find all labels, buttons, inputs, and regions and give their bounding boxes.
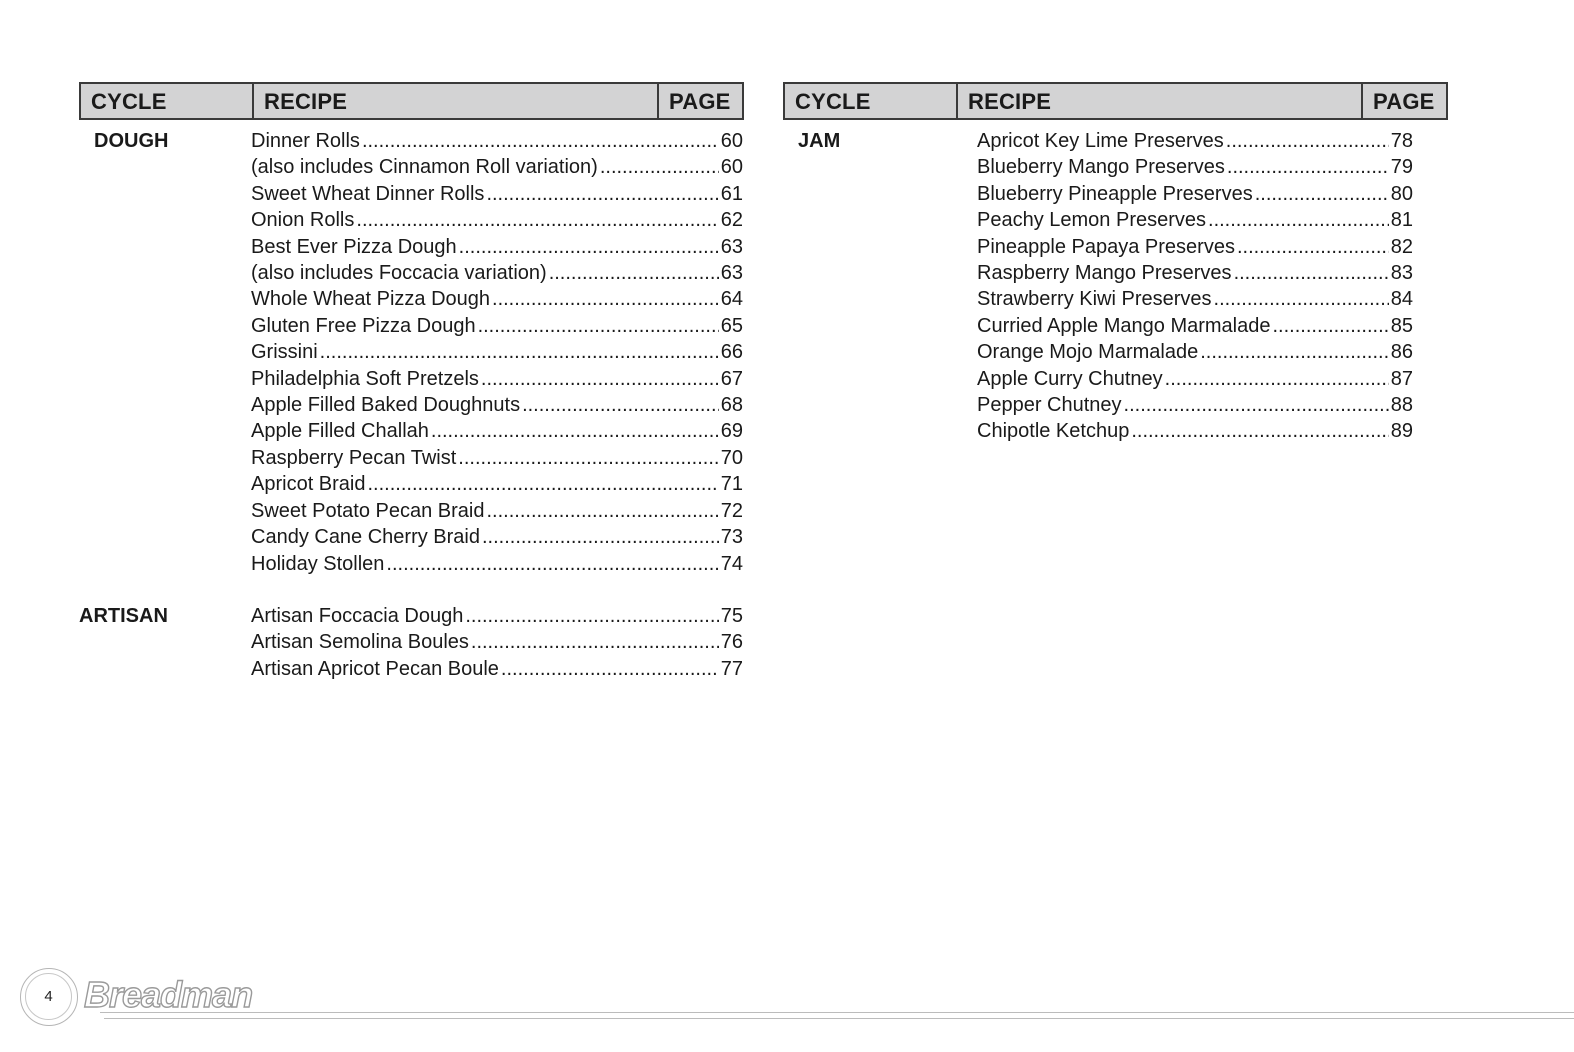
toc-entry	[251, 366, 743, 392]
header-recipe: RECIPE	[254, 84, 659, 118]
dot-leader	[1226, 128, 1389, 154]
recipe-title: Best Ever Pizza Dough	[251, 235, 457, 258]
dot-leader	[1131, 418, 1388, 444]
toc-entry	[977, 286, 1413, 312]
page-footer	[0, 960, 1574, 1052]
footer-rule	[100, 1012, 1574, 1013]
toc-entry	[251, 392, 743, 418]
entries-artisan	[251, 603, 743, 682]
recipe-title: Holiday Stollen	[251, 552, 385, 575]
page-ref: 80	[1390, 182, 1413, 205]
dot-leader	[478, 313, 719, 339]
header-cycle: CYCLE	[81, 84, 254, 118]
page-ref: 83	[1390, 262, 1413, 285]
recipe-title: Dinner Rolls	[251, 130, 360, 152]
recipe-title: Chipotle Ketchup	[977, 420, 1130, 443]
toc-entry	[251, 234, 743, 260]
recipe-table-left	[79, 82, 744, 682]
toc-entry	[251, 498, 743, 524]
page-ref: 78	[1390, 130, 1413, 152]
footer-rule	[104, 1018, 1574, 1019]
recipe-title: Strawberry Kiwi Preserves	[977, 288, 1212, 311]
recipe-title: Sweet Wheat Dinner Rolls	[251, 182, 485, 205]
page-ref: 60	[720, 130, 743, 152]
dot-leader	[1214, 286, 1389, 312]
recipe-title: Raspberry Mango Preserves	[977, 262, 1232, 285]
page-ref: 71	[720, 473, 743, 496]
cycle-label-artisan: ARTISAN	[79, 604, 168, 627]
page-ref: 68	[720, 394, 743, 417]
dot-leader	[482, 524, 719, 550]
dot-leader	[362, 128, 719, 154]
recipe-title: Pepper Chutney	[977, 394, 1122, 417]
dot-leader	[486, 498, 718, 524]
header-cycle: CYCLE	[785, 84, 958, 118]
dot-leader	[1200, 339, 1389, 365]
recipe-title: Artisan Apricot Pecan Boule	[251, 657, 499, 680]
recipe-title: Artisan Foccacia Dough	[251, 604, 464, 627]
page-ref: 85	[1390, 314, 1413, 337]
dot-leader	[471, 629, 719, 655]
toc-entry	[251, 207, 743, 233]
dot-leader	[368, 471, 719, 497]
page-ref: 66	[720, 341, 743, 364]
recipe-title: Curried Apple Mango Marmalade	[977, 314, 1271, 337]
recipe-title: Candy Cane Cherry Braid	[251, 526, 480, 549]
page-ref: 82	[1390, 235, 1413, 258]
page-ref: 87	[1390, 367, 1413, 390]
toc-entry	[977, 366, 1413, 392]
page-number: 4	[25, 973, 72, 1020]
toc-entry	[977, 339, 1413, 365]
toc-entry	[977, 260, 1413, 286]
table-header	[783, 82, 1448, 120]
toc-entry	[251, 603, 743, 629]
recipe-title: Whole Wheat Pizza Dough	[251, 288, 491, 311]
page-ref: 73	[720, 526, 743, 549]
dot-leader	[465, 603, 718, 629]
page-ref: 88	[1390, 394, 1413, 417]
recipe-title: Apple Curry Chutney	[977, 367, 1163, 390]
dot-leader	[522, 392, 719, 418]
entries-jam	[977, 128, 1413, 445]
page-ref: 67	[720, 367, 743, 390]
toc-entry	[251, 471, 743, 497]
page-ref: 60	[720, 156, 743, 179]
toc-entry	[977, 392, 1413, 418]
page-ref: 76	[720, 631, 743, 654]
dot-leader	[459, 234, 719, 260]
dot-leader	[492, 286, 719, 312]
recipe-title: Pineapple Papaya Preserves	[977, 235, 1235, 258]
dot-leader	[481, 366, 719, 392]
cycle-label-dough: DOUGH	[94, 130, 169, 152]
dot-leader	[549, 260, 719, 286]
page-ref: 74	[720, 552, 743, 575]
recipe-title: Apricot Key Lime Preserves	[977, 130, 1224, 152]
toc-entry	[251, 286, 743, 312]
dot-leader	[600, 154, 719, 180]
dot-leader	[386, 551, 718, 577]
header-recipe: RECIPE	[958, 84, 1363, 118]
recipe-title: Sweet Potato Pecan Braid	[251, 499, 485, 522]
page-ref: 64	[720, 288, 743, 311]
dot-leader	[320, 339, 719, 365]
page-ref: 72	[720, 499, 743, 522]
dot-leader	[1255, 181, 1389, 207]
page-ref: 61	[720, 182, 743, 205]
page-ref: 65	[720, 314, 743, 337]
recipe-title: Blueberry Mango Preserves	[977, 156, 1225, 179]
toc-entry	[977, 154, 1413, 180]
dot-leader	[431, 418, 719, 444]
page-ref: 81	[1390, 209, 1413, 232]
toc-entry	[251, 339, 743, 365]
entries-dough	[251, 128, 743, 577]
toc-entry	[251, 313, 743, 339]
toc-entry	[251, 656, 743, 682]
toc-entry	[251, 418, 743, 444]
toc-entry	[251, 154, 743, 180]
dot-leader	[501, 656, 719, 682]
recipe-title: (also includes Foccacia variation)	[251, 262, 547, 285]
page-ref: 86	[1390, 341, 1413, 364]
recipe-title: Apricot Braid	[251, 473, 366, 496]
toc-entry	[251, 181, 743, 207]
page-ref: 63	[720, 262, 743, 285]
page-ref: 69	[720, 420, 743, 443]
toc-entry	[977, 181, 1413, 207]
section-jam	[783, 128, 1448, 445]
toc-entry	[977, 207, 1413, 233]
toc-entry	[977, 313, 1413, 339]
toc-entry	[251, 445, 743, 471]
recipe-table-right	[783, 82, 1448, 445]
page-ref: 62	[720, 209, 743, 232]
recipe-title: Artisan Semolina Boules	[251, 631, 469, 654]
toc-entry	[977, 234, 1413, 260]
recipe-title: Onion Rolls	[251, 209, 355, 232]
toc-entry	[977, 128, 1413, 154]
page-ref: 70	[720, 446, 743, 469]
toc-entry	[251, 260, 743, 286]
dot-leader	[356, 207, 718, 233]
brand-logo: Breadman	[84, 974, 253, 1015]
recipe-title: (also includes Cinnamon Roll variation)	[251, 156, 598, 179]
recipe-title: Blueberry Pineapple Preserves	[977, 182, 1253, 205]
header-page: PAGE	[669, 89, 731, 114]
recipe-title: Gluten Free Pizza Dough	[251, 314, 476, 337]
dot-leader	[1208, 207, 1389, 233]
header-page: PAGE	[1373, 89, 1435, 114]
dot-leader	[458, 445, 718, 471]
dot-leader	[486, 181, 718, 207]
section-artisan	[79, 603, 744, 682]
toc-entry	[251, 128, 743, 154]
recipe-title: Philadelphia Soft Pretzels	[251, 367, 479, 390]
page-ref: 79	[1390, 156, 1413, 179]
recipe-title: Grissini	[251, 341, 318, 364]
section-dough	[79, 128, 744, 577]
toc-entry	[251, 524, 743, 550]
recipe-title: Orange Mojo Marmalade	[977, 341, 1199, 364]
recipe-title: Peachy Lemon Preserves	[977, 209, 1207, 232]
dot-leader	[1237, 234, 1389, 260]
toc-entry	[977, 418, 1413, 444]
dot-leader	[1227, 154, 1389, 180]
page-ref: 75	[720, 604, 743, 627]
page-ref: 77	[720, 657, 743, 680]
table-header	[79, 82, 744, 120]
page-ref: 84	[1390, 288, 1413, 311]
cycle-label-jam: JAM	[798, 130, 841, 152]
recipe-title: Raspberry Pecan Twist	[251, 446, 457, 469]
page-ref: 63	[720, 235, 743, 258]
page-ref: 89	[1390, 420, 1413, 443]
dot-leader	[1165, 366, 1389, 392]
recipe-title: Apple Filled Challah	[251, 420, 429, 443]
toc-entry	[251, 629, 743, 655]
dot-leader	[1234, 260, 1389, 286]
page-number-badge	[20, 968, 78, 1026]
dot-leader	[1124, 392, 1389, 418]
recipe-title: Apple Filled Baked Doughnuts	[251, 394, 521, 417]
dot-leader	[1273, 313, 1389, 339]
toc-entry	[251, 551, 743, 577]
